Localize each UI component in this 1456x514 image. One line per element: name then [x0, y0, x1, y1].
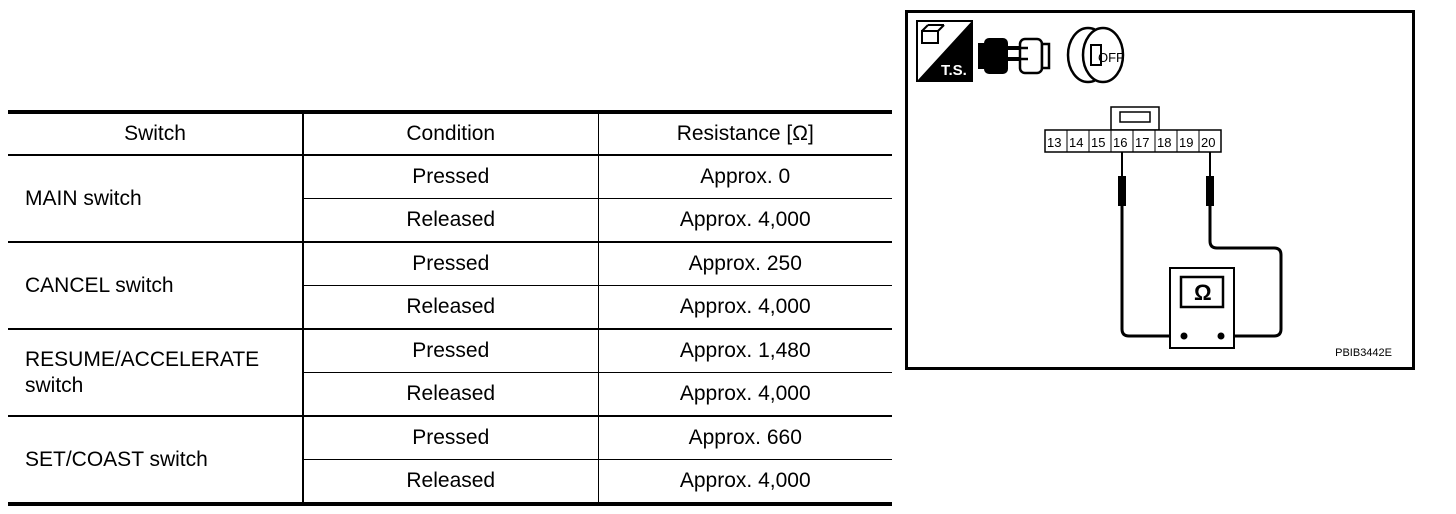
condition-cell: Pressed — [303, 155, 598, 199]
pin-label: 18 — [1157, 135, 1172, 150]
pin-label: 17 — [1135, 135, 1150, 150]
switch-name-resume-accelerate — [8, 329, 303, 416]
switch-name-main: MAIN switch — [8, 155, 303, 242]
pin-label: 14 — [1069, 135, 1084, 150]
terminal-side-icon — [917, 21, 972, 81]
connector-disconnect-icon — [978, 38, 1049, 74]
header-resistance: Resistance [Ω] — [598, 112, 892, 155]
condition-cell: Released — [303, 373, 598, 417]
resistance-cell: Approx. 0 — [598, 155, 892, 199]
table-row — [8, 155, 892, 199]
switch-name-set-coast: SET/COAST switch — [8, 416, 303, 504]
pin-label: 19 — [1179, 135, 1194, 150]
pin-label: 15 — [1091, 135, 1106, 150]
header-condition: Condition — [303, 112, 598, 155]
condition-cell: Released — [303, 286, 598, 330]
resistance-cell: Approx. 1,480 — [598, 329, 892, 373]
ignition-off-icon — [1068, 28, 1124, 82]
resistance-cell: Approx. 4,000 — [598, 373, 892, 417]
pin-label: 13 — [1047, 135, 1062, 150]
resistance-cell: Approx. 660 — [598, 416, 892, 460]
switch-resistance-table — [8, 110, 892, 506]
resistance-cell: Approx. 250 — [598, 242, 892, 286]
pin-label: 16 — [1113, 135, 1128, 150]
ohm-symbol: Ω — [1194, 280, 1212, 305]
switch-name-line1: RESUME/ACCELERATE — [25, 347, 260, 371]
ts-label: T.S. — [941, 62, 967, 79]
connector-check-diagram — [905, 10, 1415, 370]
switch-name-line2: switch — [25, 373, 84, 397]
table-header-row — [8, 112, 892, 155]
resistance-cell: Approx. 4,000 — [598, 460, 892, 505]
table-row — [8, 329, 892, 373]
table-row — [8, 242, 892, 286]
diagram-svg — [908, 13, 1412, 367]
diagram-code: PBIB3442E — [1335, 347, 1392, 359]
resistance-cell: Approx. 4,000 — [598, 286, 892, 330]
condition-cell: Released — [303, 460, 598, 505]
resistance-cell: Approx. 4,000 — [598, 199, 892, 243]
table-row — [8, 416, 892, 460]
condition-cell: Pressed — [303, 329, 598, 373]
pin-label: 20 — [1201, 135, 1216, 150]
switch-name-cancel: CANCEL switch — [8, 242, 303, 329]
header-switch: Switch — [8, 112, 303, 155]
connector-terminals — [1045, 107, 1221, 152]
condition-cell: Pressed — [303, 242, 598, 286]
condition-cell: Released — [303, 199, 598, 243]
key-off-label: OFF — [1098, 50, 1124, 65]
ohmmeter — [1170, 268, 1234, 348]
condition-cell: Pressed — [303, 416, 598, 460]
